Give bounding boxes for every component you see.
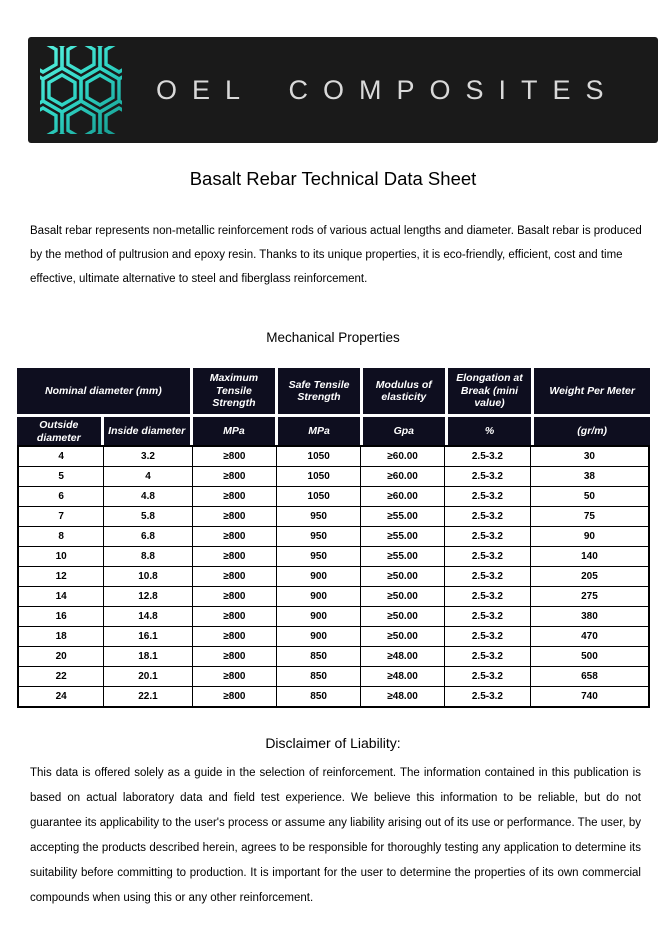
table-row <box>18 567 649 587</box>
table-cell: 20 <box>18 647 104 667</box>
table-cell: 2.5-3.2 <box>445 467 531 487</box>
table-cell: 4 <box>104 467 192 487</box>
table-cell: 900 <box>277 587 361 607</box>
table-cell: 2.5-3.2 <box>445 547 531 567</box>
table-cell: 950 <box>277 527 361 547</box>
header-nominal-diameter: Nominal diameter (mm) <box>17 368 190 414</box>
table-cell: 2.5-3.2 <box>445 667 531 687</box>
table-cell: 8 <box>18 527 104 547</box>
subheader-mpa-max: MPa <box>193 417 275 446</box>
table-row <box>18 547 649 567</box>
table-section-title: Mechanical Properties <box>266 330 400 345</box>
table-cell: ≥800 <box>192 627 277 647</box>
table-cell: 4 <box>18 446 104 467</box>
table-cell: 470 <box>530 627 649 647</box>
table-cell: 16.1 <box>104 627 192 647</box>
table-cell: ≥800 <box>192 487 277 507</box>
table-cell: ≥50.00 <box>361 607 445 627</box>
table-cell: ≥50.00 <box>361 587 445 607</box>
table-cell: 7 <box>18 507 104 527</box>
table-cell: ≥60.00 <box>361 467 445 487</box>
subheader-mpa-safe: MPa <box>278 417 360 446</box>
table-cell: 2.5-3.2 <box>445 647 531 667</box>
table-cell: ≥800 <box>192 687 277 708</box>
table-cell: 140 <box>530 547 649 567</box>
table-row <box>18 687 649 708</box>
table-row <box>18 667 649 687</box>
header-weight: Weight Per Meter <box>534 368 650 414</box>
table-cell: 30 <box>530 446 649 467</box>
table-cell: ≥800 <box>192 587 277 607</box>
table-body <box>18 446 649 707</box>
table-cell: 1050 <box>277 467 361 487</box>
table-cell: 16 <box>18 607 104 627</box>
table-cell: ≥55.00 <box>361 527 445 547</box>
table-cell: 90 <box>530 527 649 547</box>
table-cell: 740 <box>530 687 649 708</box>
table-cell: 22 <box>18 667 104 687</box>
table-cell: ≥800 <box>192 567 277 587</box>
table-cell: ≥800 <box>192 647 277 667</box>
table-cell: 205 <box>530 567 649 587</box>
table-cell: ≥50.00 <box>361 567 445 587</box>
subheader-percent: % <box>448 417 532 446</box>
table-cell: 18.1 <box>104 647 192 667</box>
table-row <box>18 467 649 487</box>
table-cell: 2.5-3.2 <box>445 446 531 467</box>
table-cell: ≥800 <box>192 607 277 627</box>
table-cell: 50 <box>530 487 649 507</box>
table-row <box>18 446 649 467</box>
subheader-gr-m: (gr/m) <box>534 417 650 446</box>
table-cell: ≥60.00 <box>361 446 445 467</box>
table-cell: 20.1 <box>104 667 192 687</box>
header-max-tensile: Maximum Tensile Strength <box>193 368 275 414</box>
table-cell: 900 <box>277 627 361 647</box>
table-cell: 18 <box>18 627 104 647</box>
table-cell: 380 <box>530 607 649 627</box>
table-cell: ≥800 <box>192 667 277 687</box>
table-cell: 2.5-3.2 <box>445 507 531 527</box>
subheader-inside-diameter: Inside diameter <box>104 417 190 446</box>
table-row <box>18 487 649 507</box>
table-cell: 3.2 <box>104 446 192 467</box>
table-cell: ≥800 <box>192 446 277 467</box>
table-cell: 2.5-3.2 <box>445 627 531 647</box>
table-cell: 6 <box>18 487 104 507</box>
table-cell: 850 <box>277 667 361 687</box>
table-cell: 1050 <box>277 446 361 467</box>
table-sub-header-row <box>17 417 650 446</box>
table-cell: 10.8 <box>104 567 192 587</box>
table-cell: 950 <box>277 507 361 527</box>
table-row <box>18 507 649 527</box>
table-cell: 12.8 <box>104 587 192 607</box>
hexagon-logo-icon <box>40 44 122 136</box>
table-cell: 1050 <box>277 487 361 507</box>
table-cell: 500 <box>530 647 649 667</box>
table-cell: ≥55.00 <box>361 547 445 567</box>
subheader-outside-diameter: Outside diameter <box>17 417 101 446</box>
table-cell: 5 <box>18 467 104 487</box>
table-cell: 2.5-3.2 <box>445 587 531 607</box>
brand-name: OEL COMPOSITES <box>156 74 619 105</box>
disclaimer-paragraph: This data is offered solely as a guide in the selection of reinforcement. The information contained in this publication is based on actual laboratory data and field test experience. We believe this information to be reliable, but do not guarantee its applicability to the user's process or assume any liability arising out of its use or performance. The user, by accepting the products described herein, agrees to be responsible for thoroughly testing any application to determine its suitability before committing to production. It is important for the user to determine the properties of its own commercial compounds when using this or any other reinforcement. <box>30 767 641 904</box>
table-header <box>14 365 653 449</box>
table-group-header-row <box>17 368 650 414</box>
table-cell: 2.5-3.2 <box>445 527 531 547</box>
table-cell: 12 <box>18 567 104 587</box>
subheader-gpa: Gpa <box>363 417 445 446</box>
table-cell: 2.5-3.2 <box>445 607 531 627</box>
table-cell: ≥800 <box>192 527 277 547</box>
page-title: Basalt Rebar Technical Data Sheet <box>189 168 477 189</box>
table-row <box>18 527 649 547</box>
table-cell: 275 <box>530 587 649 607</box>
table-cell: 14 <box>18 587 104 607</box>
table-row <box>18 647 649 667</box>
table-cell: 5.8 <box>104 507 192 527</box>
header-elongation: Elongation at Break (mini value) <box>448 368 532 414</box>
table-cell: 75 <box>530 507 649 527</box>
table-cell: 850 <box>277 687 361 708</box>
table-cell: ≥800 <box>192 547 277 567</box>
mechanical-properties-table <box>17 445 650 708</box>
table-cell: ≥50.00 <box>361 627 445 647</box>
table-cell: 2.5-3.2 <box>445 487 531 507</box>
table-cell: 38 <box>530 467 649 487</box>
header-safe-tensile: Safe Tensile Strength <box>278 368 360 414</box>
table-cell: 850 <box>277 647 361 667</box>
table-row <box>18 607 649 627</box>
table-cell: 22.1 <box>104 687 192 708</box>
table-cell: ≥800 <box>192 507 277 527</box>
table-cell: 950 <box>277 547 361 567</box>
table-cell: 658 <box>530 667 649 687</box>
table-cell: ≥48.00 <box>361 687 445 708</box>
table-cell: 2.5-3.2 <box>445 567 531 587</box>
table-cell: ≥800 <box>192 467 277 487</box>
table-cell: 10 <box>18 547 104 567</box>
table-cell: ≥55.00 <box>361 507 445 527</box>
table-cell: 900 <box>277 607 361 627</box>
table-cell: 4.8 <box>104 487 192 507</box>
table-cell: 8.8 <box>104 547 192 567</box>
brand-banner <box>28 37 658 143</box>
header-modulus: Modulus of elasticity <box>363 368 445 414</box>
table-cell: 14.8 <box>104 607 192 627</box>
table-cell: 2.5-3.2 <box>445 687 531 708</box>
table-cell: 24 <box>18 687 104 708</box>
disclaimer-title: Disclaimer of Liability: <box>265 735 401 751</box>
table-cell: ≥48.00 <box>361 667 445 687</box>
table-cell: 6.8 <box>104 527 192 547</box>
table-row <box>18 627 649 647</box>
intro-paragraph: Basalt rebar represents non-metallic reinforcement rods of various actual lengths and diameter. Basalt rebar is produced by the method of pultrusion and epoxy resin. Thanks to its unique properties, it is eco-friendly, efficient, cost and time effective, ultimate alternative to steel and fiberglass reinforcement. <box>30 225 642 285</box>
table-cell: ≥48.00 <box>361 647 445 667</box>
table-cell: 900 <box>277 567 361 587</box>
table-row <box>18 587 649 607</box>
table-cell: ≥60.00 <box>361 487 445 507</box>
